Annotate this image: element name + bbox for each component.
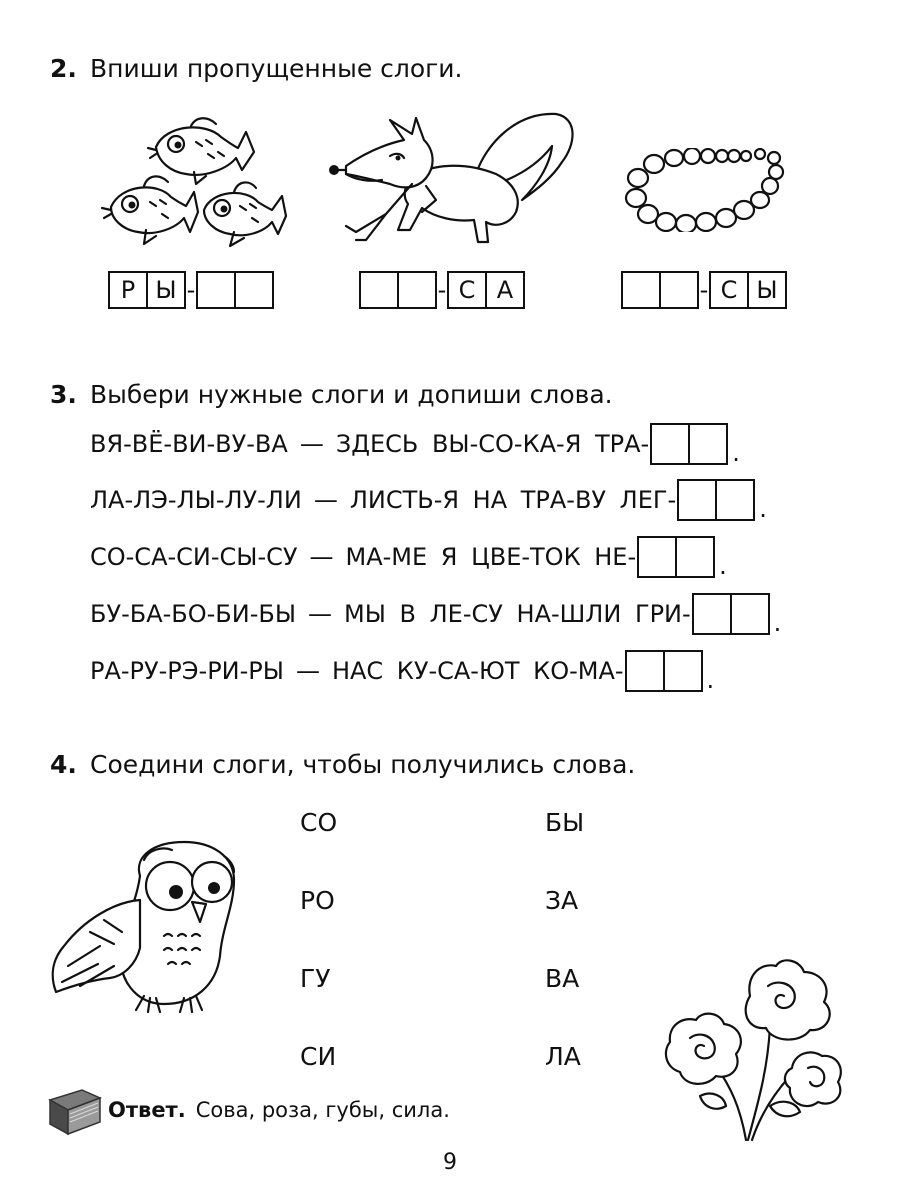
empty-letter-box[interactable] xyxy=(715,479,755,521)
task-2-word-2 xyxy=(359,271,525,309)
empty-letter-box[interactable] xyxy=(196,271,236,309)
answer-line xyxy=(108,1098,450,1122)
empty-letter-box[interactable] xyxy=(234,271,274,309)
task-3-title: Выбери нужные слоги и допиши слова. xyxy=(90,380,613,409)
empty-letter-box[interactable] xyxy=(397,271,437,309)
answer-label: Ответ. xyxy=(108,1098,186,1122)
fish-icon xyxy=(96,112,296,252)
syllable-choices: ВЯ-ВЁ-ВИ-ВУ-ВА xyxy=(90,430,288,458)
syllable-choices: РА-РУ-РЭ-РИ-РЫ xyxy=(90,657,284,685)
right-syllable-2[interactable]: ЗА xyxy=(545,886,579,915)
task-2-word-1 xyxy=(108,271,274,309)
empty-letter-box[interactable] xyxy=(625,650,665,692)
task-2-number: 2. xyxy=(50,54,77,83)
beads-icon xyxy=(622,148,792,232)
phrase-text: ЗДЕСЬ ВЫ-СО-КА-Я ТРА- xyxy=(335,430,650,458)
phrase-text: НАС КУ-СА-ЮТ КО-МА- xyxy=(331,657,624,685)
empty-letter-box[interactable] xyxy=(663,650,703,692)
empty-letter-box[interactable] xyxy=(730,593,770,635)
hyphen: - xyxy=(437,276,447,304)
left-syllable-4[interactable]: СИ xyxy=(300,1042,337,1071)
task-3-line-1 xyxy=(90,423,740,465)
empty-letter-box[interactable] xyxy=(359,271,399,309)
task-2-word-3 xyxy=(621,271,787,309)
page-number: 9 xyxy=(443,1150,457,1175)
em-dash: — xyxy=(313,486,338,514)
empty-letter-box[interactable] xyxy=(650,423,690,465)
left-syllable-1[interactable]: СО xyxy=(300,808,338,837)
book-icon-wrap xyxy=(46,1086,104,1142)
syllable-choices: БУ-БА-БО-БИ-БЫ xyxy=(90,600,297,628)
empty-letter-box[interactable] xyxy=(659,271,699,309)
task-4-heading xyxy=(50,750,635,779)
task-4-number: 4. xyxy=(50,750,77,779)
phrase-text: ЛИСТЬ-Я НА ТРА-ВУ ЛЕГ- xyxy=(349,486,677,514)
empty-letter-box[interactable] xyxy=(692,593,732,635)
roses-illustration xyxy=(660,956,850,1146)
em-dash: — xyxy=(308,600,333,628)
em-dash: — xyxy=(309,543,334,571)
fox-illustration xyxy=(326,104,581,252)
task-3-heading xyxy=(50,380,613,409)
empty-letter-box[interactable] xyxy=(621,271,661,309)
phrase-text: МА-МЕ Я ЦВЕ-ТОК НЕ- xyxy=(345,543,637,571)
period: . xyxy=(706,666,715,694)
task-2-title: Впиши пропущенные слоги. xyxy=(90,54,463,83)
letter-box: С xyxy=(447,271,487,309)
owl-illustration xyxy=(44,836,254,1016)
empty-letter-box[interactable] xyxy=(637,536,677,578)
right-syllable-4[interactable]: ЛА xyxy=(545,1042,581,1071)
hyphen: - xyxy=(699,276,709,304)
right-syllable-3[interactable]: ВА xyxy=(545,964,580,993)
task-4-title: Соедини слоги, чтобы получились слова. xyxy=(90,750,636,779)
task-3-number: 3. xyxy=(50,380,77,409)
letter-box: Р xyxy=(108,271,148,309)
owl-icon xyxy=(44,836,254,1016)
em-dash: — xyxy=(299,430,324,458)
letter-box: Ы xyxy=(747,271,787,309)
rose-icon xyxy=(660,956,850,1146)
task-2-heading xyxy=(50,54,463,83)
letter-box: Ы xyxy=(146,271,186,309)
task-3-line-3 xyxy=(90,536,727,578)
empty-letter-box[interactable] xyxy=(675,536,715,578)
hyphen: - xyxy=(186,276,196,304)
book-icon xyxy=(46,1086,104,1138)
letter-box: С xyxy=(709,271,749,309)
syllable-choices: ЛА-ЛЭ-ЛЫ-ЛУ-ЛИ xyxy=(90,486,302,514)
em-dash: — xyxy=(295,657,320,685)
right-syllable-1[interactable]: БЫ xyxy=(545,808,585,837)
period: . xyxy=(759,495,767,523)
fox-icon xyxy=(326,104,581,252)
syllable-choices: СО-СА-СИ-СЫ-СУ xyxy=(90,543,298,571)
left-syllable-2[interactable]: РО xyxy=(300,886,335,915)
task-3-line-2 xyxy=(90,479,767,521)
period: . xyxy=(732,439,740,467)
fish-illustration xyxy=(96,112,296,252)
left-syllable-3[interactable]: ГУ xyxy=(300,964,331,993)
task-3-line-4 xyxy=(90,593,781,635)
phrase-text: МЫ В ЛЕ-СУ НА-ШЛИ ГРИ- xyxy=(344,600,691,628)
letter-box: А xyxy=(485,271,525,309)
period: . xyxy=(719,552,727,580)
empty-letter-box[interactable] xyxy=(688,423,728,465)
answer-text: Сова, роза, губы, сила. xyxy=(195,1098,450,1122)
period: . xyxy=(773,609,782,637)
empty-letter-box[interactable] xyxy=(677,479,717,521)
necklace-illustration xyxy=(622,148,792,232)
task-3-line-5 xyxy=(90,650,714,692)
